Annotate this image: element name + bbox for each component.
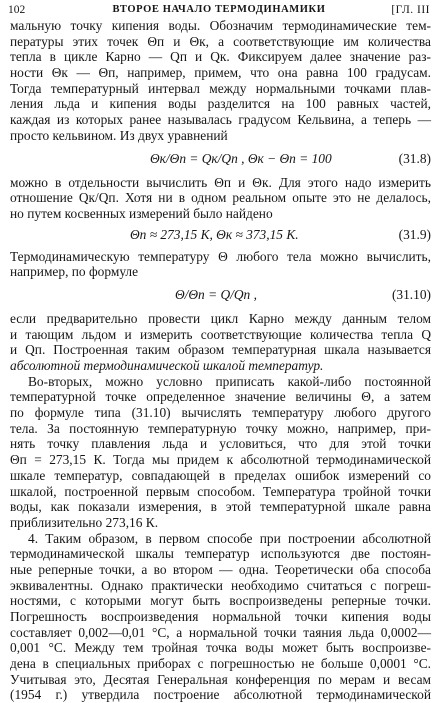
text-line: тела. За постоянную температурную точку можно, например, при- <box>10 420 431 436</box>
text-line: ления льда и кипения воды разделится на 100 равных частей, <box>10 96 431 112</box>
text-line: тепла в цикле Карно — Qп и Qк. Фиксируем далее значение раз- <box>10 49 431 65</box>
text-line: ные реперные точки, а во втором — одна. Теоретически оба способа <box>10 561 431 577</box>
equation-number: (31.8) <box>398 150 431 166</box>
chapter-marker: [ГЛ. III <box>391 4 430 16</box>
equation-number: (31.9) <box>398 226 431 242</box>
text-line: эквивалентны. Однако практически необходимо считаться с погреш- <box>10 577 431 593</box>
text-line: Θп = 273,15 К. Тогда мы придем к абсолютной термодинамической <box>10 452 431 468</box>
equation-formula: Θк/Θп = Qк/Qп , Θк − Θп = 100 <box>150 150 332 166</box>
text-line: если предварительно провести цикл Карно между данным телом <box>10 310 431 326</box>
text-line: Тогда температурный интервал между нормальными точками плав- <box>10 80 431 96</box>
text-line: шкале температур, совпадающей в пределах ошибок измерений со <box>10 467 431 483</box>
text-body <box>10 18 431 703</box>
text-line: дена в специальных приборах с погрешностью не больше 0,0001 °С. <box>10 656 431 672</box>
text-line: но путем косвенных измерений было найдено <box>10 205 273 221</box>
text-line: Во-вторых, можно условно приписать какой-либо постоянной <box>28 373 431 389</box>
paragraph <box>10 374 431 531</box>
text-line: и Qп. Построенная таким образом температурная шкала называется <box>10 342 431 358</box>
page-number: 102 <box>8 4 26 16</box>
text-line: например, по формуле <box>10 264 139 280</box>
text-line: и тающим льдом и измерить соответствующие количества тепла Q <box>10 326 431 342</box>
text-line: Учитывая это, Десятая Генеральная конференция по мерам и весам <box>10 671 431 687</box>
text-line: можно в отдельности вычислить Θп и Θк. Для этого надо измерить <box>10 174 431 190</box>
paragraph <box>10 311 431 374</box>
equation-formula: Θ/Θп = Q/Qп , <box>175 286 257 302</box>
equation-31-10 <box>10 280 431 311</box>
equation-31-8 <box>10 144 431 175</box>
text-line: мальную точку кипения воды. Обозначим термодинамические тем- <box>10 18 431 33</box>
text-line: шкалой, построенной первым способом. Температура тройной точки <box>10 483 431 499</box>
text-line: термодинамической шкалы температур используются две постоян- <box>10 546 431 562</box>
running-header <box>8 2 430 18</box>
text-line: ности Θк — Θп, например, примем, что она равна 100 градусам. <box>10 65 431 81</box>
text-line: воды, как показали измерения, в этой температурной шкале равна <box>10 499 431 515</box>
text-line: составляет 0,002—0,01 °С, а нормальной точки таяния льда 0,0002— <box>10 624 431 640</box>
equation-number: (31.10) <box>391 286 431 302</box>
text-line: приблизительно 273,16 К. <box>10 514 159 530</box>
text-line: каждая из которых ранее называлась градусом Кельвина, а теперь — <box>10 112 431 128</box>
equation-31-9 <box>10 222 431 249</box>
paragraph <box>10 175 431 222</box>
paragraph <box>10 249 431 280</box>
text-line: Термодинамическую температуру Θ любого тела можно вычислить, <box>10 248 431 264</box>
text-line: 4. Таким образом, в первом способе при построении абсолютной <box>28 530 431 546</box>
text-line: температурной точке определенное значение величины Θ, а затем <box>10 389 431 405</box>
text-line: абсолютной термодинамической шкалой температур. <box>10 358 324 373</box>
text-line: (1954 г.) утвердила построение абсолютной термодинамической <box>10 687 431 703</box>
text-line: просто кельвином. Из двух уравнений <box>10 127 228 143</box>
equation-formula: Θп ≈ 273,15 К, Θк ≈ 373,15 К. <box>130 226 299 242</box>
text-line: по формуле типа (31.10) вычислять температуру любого другого <box>10 405 431 421</box>
running-title: ВТОРОЕ НАЧАЛО ТЕРМОДИНАМИКИ <box>112 4 326 15</box>
text-line: 0,001 °С. Между тем тройная точка воды может быть воспроизве- <box>10 640 431 656</box>
text-line: нять точку плавления льда и условиться, что для этой точки <box>10 436 431 452</box>
paragraph <box>10 531 431 703</box>
text-line: отношение Qк/Qп. Хотя ни в одном реальном опыте это не делалось, <box>10 190 431 206</box>
text-line: ностями, с которыми могут быть воспроизведены реперные точки. <box>10 593 431 609</box>
paragraph <box>10 18 431 144</box>
text-line: Погрешность воспроизведения нормальной точки кипения воды <box>10 609 431 624</box>
text-line: пературы этих точек Θп и Θк, а соответствующие им количества <box>10 33 431 49</box>
